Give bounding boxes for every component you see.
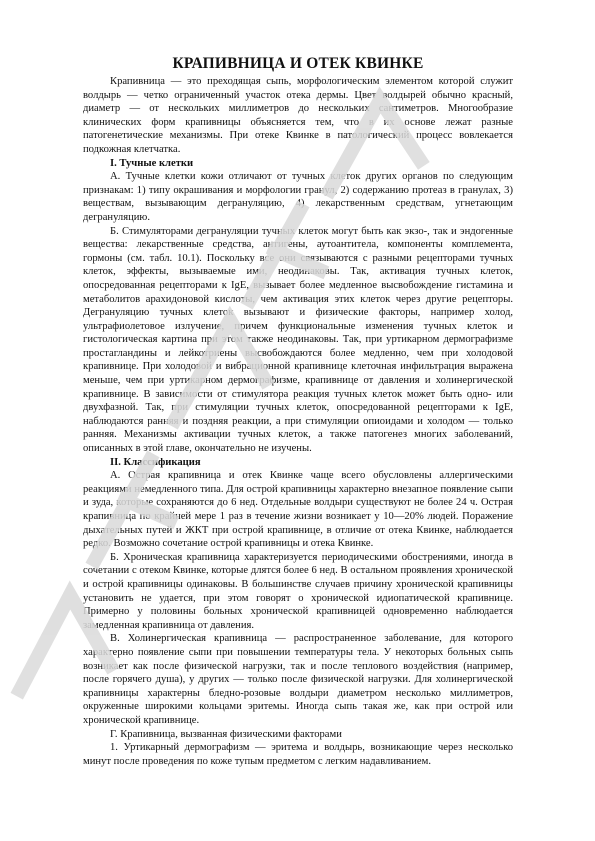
paragraph-2d: Г. Крапивница, вызванная физическими факторами [110,728,342,740]
section-heading-classification: II. Классификация [110,456,201,468]
paragraph-1a: А. Тучные клетки кожи отличают от тучных клеток других органов по следующим признакам: 1) типу окрашивания и морфологии гранул, 2) содержанию протеаз в гранулах, 3) веществам, вызывающим дегрануляцию, 4) лекарственным средствам, угнетающим дегрануляцию. [83,171,513,223]
paragraph-2c: В. Холинергическая крапивница — распространенное заболевание, для которого характерно появление сыпи при повышении температуры тела. У некоторых больных сыпь возникает как после физической нагрузки, так и после теплового воздействия (например, после горячего душа), у других — только после физической нагрузки. Для холинергической крапивницы характерны бледно-розовые волдыри диаметром несколько миллиметров, окруженные широкими кольцами эритемы. Иногда сыпь такая же, как при острой или хронической крапивнице. [83,633,513,726]
paragraph-2b: Б. Хроническая крапивница характеризуется периодическими обострениями, иногда в сочетании с отеком Квинке, которые длятся более 6 нед. В остальном проявления хронической и острой крапивницы одинаковы. В большинстве случаев причину хронической крапивницы установить не удается, при этом говорят о хронической идиопатической крапивнице. Примерно у половины больных хронической крапивницей одновременно наблюдается замедленная крапивница от давления. [83,551,513,631]
paragraph-2a: А. Острая крапивница и отек Квинке чаще всего обусловлены аллергическими реакциями немедленного типа. Для острой крапивницы характерно внезапное появление сыпи и зуда, которые сохраняются до 6 нед. Отдельные волдыри существуют не более 24 ч. Острая крапивница по крайней мере 1 раз в течение жизни возникает у 10—20% людей. Поражение дыхательных путей и ЖКТ при острой крапивнице, в отличие от отека Квинке, наблюдается редко. Возможно сочетание острой крапивницы и отека Квинке. [83,470,513,550]
section-heading-mast-cells: I. Тучные клетки [110,157,194,169]
page-title: КРАПИВНИЦА И ОТЕК КВИНКЕ [172,55,424,72]
intro-paragraph: Крапивница — это преходящая сыпь, морфологическим элементом которой служит волдырь — четко ограниченный участок отека дермы. Цвет волдырей обычно красный, диаметр — от нескольких миллиметров до нескольких сантиметров. Многообразие клинических форм крапивницы объясняется тем, что в их основе лежат разные патогенетические механизмы. При отеке Квинке в патологический процесс вовлекается подкожная клетчатка. [83,76,513,155]
document-page [83,54,513,768]
paragraph-1b: Б. Стимуляторами дегрануляции тучных клеток могут быть как экзо-, так и эндогенные вещества: лекарственные средства, антигены, аутоантитела, компоненты комплемента, гормоны (см. табл. 10.1). Поскольку все они связываются с разными рецепторами тучных клеток, эффекты, вызываемые ими, неодинаковы. Так, активация тучных клеток, опосредованная рецепторами к IgE, вызывает более медленное высвобождение гистамина и метаболитов арахидоновой кислоты, чем активация этих клеток через другие рецепторы. Дегрануляцию тучных клеток вызывают и физические факторы, например холод, ультрафиолетовое излучение, причем функциональные изменения тучных клеток и гистологическая картина при этом также неодинаковы. Так, при уртикарном дермографизме простагландины и лейкотриены высвобождаются более медленно, чем при холодовой крапивнице. При холодовой и вибрационной крапивнице клеточная инфильтрация выражена меньше, чем при уртикарном дермографизме, крапивнице от давления и холинергической крапивнице. В зависимости от стимулятора реакция тучных клеток может быть одно- или двухфазной. Так, при стимуляции тучных клеток, опосредованной рецепторами к IgE, наблюдаются ранняя и поздняя реакции, а при стимуляции опиоидами и холодом — только ранняя. Механизмы активации тучных клеток, а также патогенез многих заболеваний, описанных в этой главе, окончательно не изучены. [83,225,513,455]
paragraph-2d1: 1. Уртикарный дермографизм — эритема и волдырь, возникающие через несколько минут после проведения по коже тупым предметом с легким надавливанием. [83,742,513,767]
